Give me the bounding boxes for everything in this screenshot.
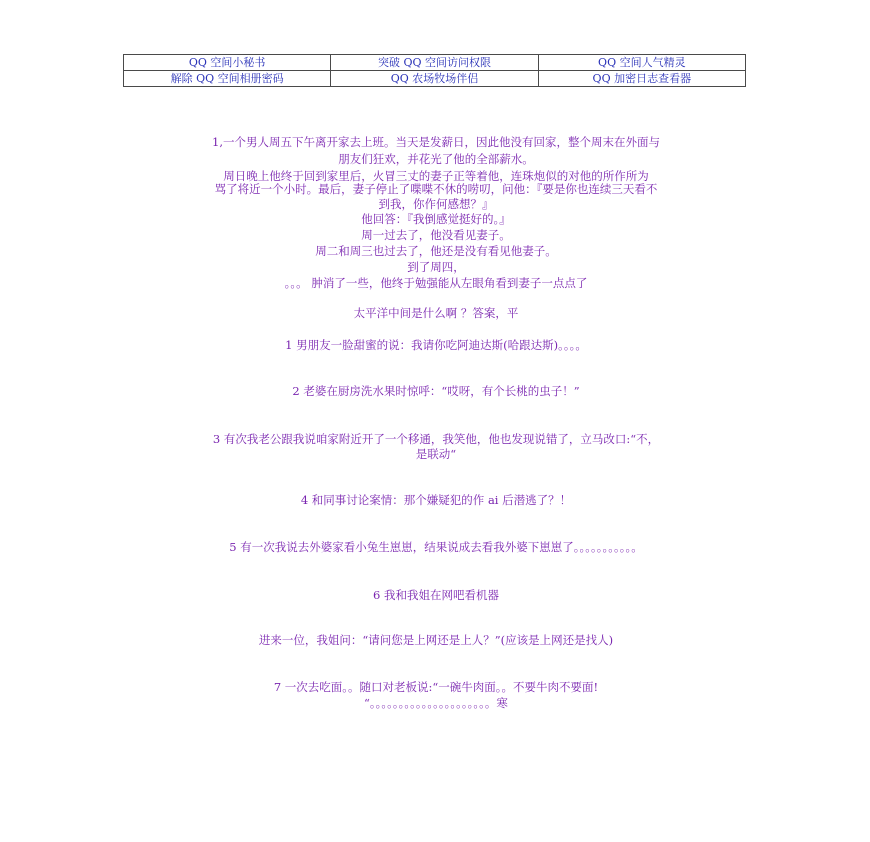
links-cell [538,71,745,87]
links-cell [124,55,331,71]
link-encrypted-diary-viewer[interactable]: QQ 加密日志查看器 [592,71,692,85]
joke-item-2: 2 老婆在厨房洗水果时惊呼：“哎呀，有个长桃的虫子！” [292,384,580,398]
link-remove-album-password[interactable]: 解除 QQ 空间相册密码 [170,71,284,85]
link-break-qq-space-access[interactable]: 突破 QQ 空间访问权限 [377,55,491,69]
links-cell [331,55,538,71]
story-line: 到了周四， [407,260,465,274]
links-cell [331,71,538,87]
joke-item-7-line-1: 7 一次去吃面。。随口对老板说:“一碗牛肉面。。不要牛肉不要面! [273,680,599,694]
link-qq-farm-companion[interactable]: QQ 农场牧场伴侣 [390,71,479,85]
story-line: 1,一个男人周五下午离开家去上班。当天是发薪日，因此他没有回家，整个周末在外面与 [212,135,660,149]
links-row [124,71,746,87]
joke-item-6-detail: 进来一位，我姐问：“请问您是上网还是上人？”(应该是上网还是找人) [258,633,614,647]
story-line: 到我，你作何感想？』 [378,197,494,211]
joke-item-5: 5 有一次我说去外婆家看小兔生崽崽，结果说成去看我外婆下崽崽了。。。。。。。。。。。 [229,540,643,554]
joke-item-7-line-2: “。。。。。。。。。。。。。。。。。。。。。寒 [364,696,508,710]
links-row [124,55,746,71]
joke-item-4: 4 和同事讨论案情：那个嫌疑犯的作 ai 后潜逃了？！ [300,493,572,507]
story-line: 。。。 肿消了一些，他终于勉强能从左眼角看到妻子一点点了 [284,276,588,290]
links-cell [124,71,331,87]
story-line: 周一过去了，他没看见妻子。 [361,228,511,242]
links-cell [538,55,745,71]
story-line: 他回答：『我倒感觉挺好的。』 [361,212,511,226]
story-line: 骂了将近一个小时。最后，妻子停止了喋喋不休的唠叨，问他：『要是你也连续三天看不 [214,182,658,196]
joke-item-6: 6 我和我姐在网吧看机器 [373,588,499,602]
joke-item-3-line-2: 是联动“ [415,447,457,461]
link-qq-space-popularity[interactable]: QQ 空间人气精灵 [598,55,686,69]
joke-item-1: 1 男朋友一脸甜蜜的说：我请你吃阿迪达斯(哈跟达斯)。。。。 [285,338,587,352]
story-line: 周二和周三也过去了，他还是没有看见他妻子。 [315,244,557,258]
link-qq-space-secretary[interactable]: QQ 空间小秘书 [188,55,266,69]
riddle: 太平洋中间是什么啊 ？答案，平 [353,306,519,320]
links-table [123,54,746,87]
story-line: 周日晚上他终于回到家里后，火冒三丈的妻子正等着他，连珠炮似的对他的所作所为 [223,169,649,183]
joke-item-3-line-1: 3 有次我老公跟我说咱家附近开了一个移通，我笑他，他也发现说错了，立马改口:“不， [212,432,660,446]
story-line: 朋友们狂欢，并花光了他的全部薪水。 [338,152,534,166]
